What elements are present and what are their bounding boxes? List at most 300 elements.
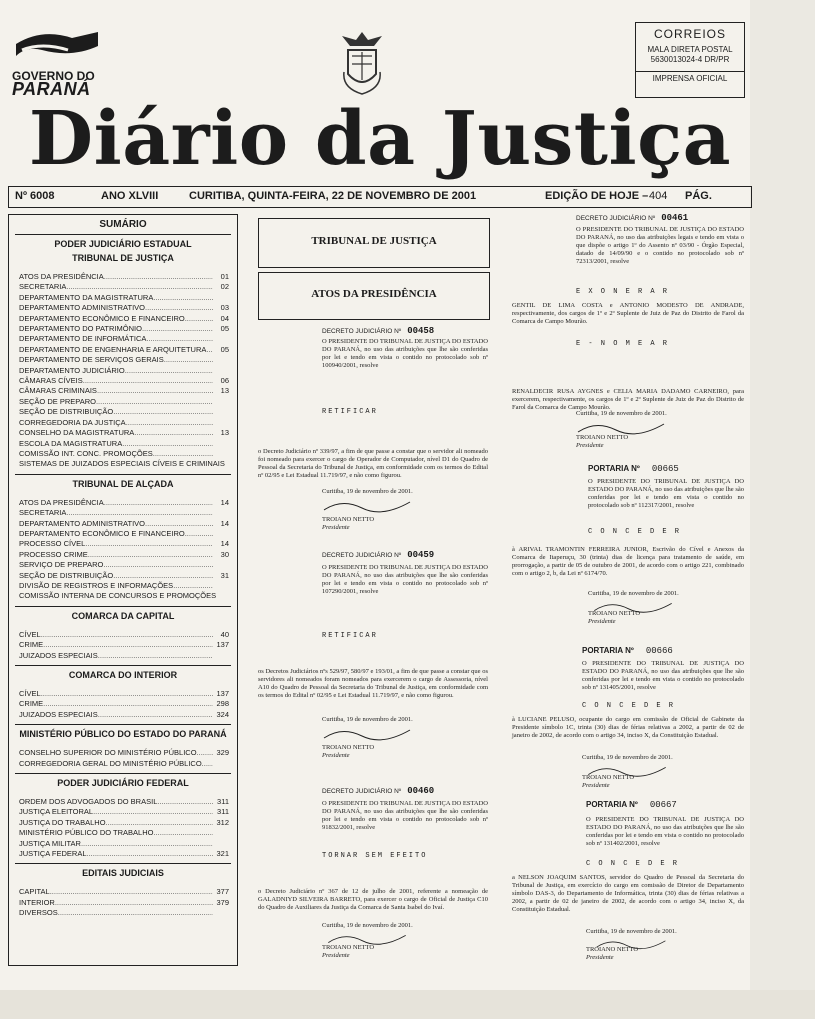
parana-logo-icon <box>12 28 98 68</box>
summary-item-label: DEPARTAMENTO DE ENGENHARIA E ARQUITETURA <box>19 344 207 354</box>
portaria-body: à ARIVAL TRAMONTIN FERREIRA JUNIOR, Escrivão do Cível e Anexos da Comarca de Itaperuçu, 30 (trinta) dias de licença para tratamento de saúde, em prorrogação, a partir de 05 de outubro de 2001, de acordo com o artigo 221, combinado com o artigo 2, b, da Lei nº 6174/70. <box>512 546 744 577</box>
signature-block <box>322 488 472 532</box>
summary-heading: EDITAIS JUDICIAIS <box>82 868 164 879</box>
summary-leader-dots <box>157 797 213 807</box>
summary-item-label: DEPARTAMENTO DE SERVIÇOS GERAIS <box>19 355 164 365</box>
correios-line1: MALA DIRETA POSTAL <box>647 45 733 54</box>
summary-item[interactable] <box>9 449 237 459</box>
summary-leader-dots <box>126 418 213 428</box>
summary-leader-dots <box>66 508 213 518</box>
summary-heading: COMARCA DA CAPITAL <box>71 610 175 621</box>
summary-item-page <box>225 459 241 469</box>
decree-label: DECRETO JUDICIÁRIO Nº <box>322 328 402 335</box>
summary-leader-dots <box>98 710 213 720</box>
issue-place-date: CURITIBA, QUINTA-FEIRA, 22 DE NOVEMBRO DE 2001 <box>189 190 477 202</box>
summary-divider <box>15 724 231 725</box>
summary-item-label: ESCOLA DA MAGISTRATURA <box>19 438 123 448</box>
summary-leader-dots <box>153 828 213 838</box>
summary-item-label: SECRETARIA <box>19 282 67 292</box>
section-label: C O N C E D E R <box>588 528 682 536</box>
summary-item-label: CÂMARAS CÍVEIS <box>19 376 83 386</box>
issue-number: Nº 6008 <box>15 190 55 202</box>
summary-item[interactable] <box>9 807 237 817</box>
decree-label: DECRETO JUDICIÁRIO Nº <box>576 215 656 222</box>
summary-item-label: DEPARTAMENTO ECONÔMICO E FINANCEIRO <box>19 528 185 538</box>
decree-heading <box>322 550 434 560</box>
signer-title: Presidente <box>588 618 616 625</box>
summary-item-label: CONSELHO SUPERIOR DO MINISTÉRIO PÚBLICO <box>19 748 197 758</box>
summary-item[interactable] <box>9 539 237 549</box>
summary-item-page: 14 <box>220 497 229 507</box>
edition-label: EDIÇÃO DE HOJE – <box>545 190 649 202</box>
signer-name: TROIANO NETTO <box>576 434 629 441</box>
summary-item[interactable] <box>9 418 237 428</box>
issue-bar <box>8 186 752 208</box>
decree-heading <box>322 326 434 336</box>
summary-item-page: 13 <box>220 428 229 438</box>
summary-item-page: 05 <box>220 344 229 354</box>
signature-block <box>576 410 726 450</box>
summary-heading: TRIBUNAL DE ALÇADA <box>72 478 174 489</box>
summary-leader-dots <box>134 428 213 438</box>
summary-item[interactable] <box>9 376 237 386</box>
signer-title: Presidente <box>586 954 614 961</box>
summary-item-label: INTERIOR <box>19 897 55 907</box>
summary-item-label: JUSTIÇA FEDERAL <box>19 849 87 859</box>
summary-leader-dots <box>43 640 213 650</box>
summary-leader-dots <box>125 366 213 376</box>
summary-leader-dots <box>197 748 213 758</box>
portaria-label: PORTARIA Nº <box>588 464 640 473</box>
summary-item[interactable] <box>9 849 237 859</box>
summary-divider <box>15 665 231 666</box>
summary-item-page <box>213 418 229 428</box>
summary-item-page: 137 <box>216 689 229 698</box>
summary-divider <box>15 474 231 475</box>
page-margin-bottom <box>0 990 815 1019</box>
summary-item-page <box>213 759 229 769</box>
summary-item-page: 40 <box>220 629 229 639</box>
summary-item[interactable] <box>9 630 237 640</box>
summary-item[interactable] <box>9 640 237 650</box>
signer-name: TROIANO NETTO <box>322 516 375 523</box>
summary-item-page: 137 <box>216 640 229 650</box>
summary-item-page: 30 <box>220 549 229 559</box>
summary-item-label: DIVISÃO DE REGISTROS E INFORMAÇÕES <box>19 580 174 590</box>
summary-item[interactable] <box>9 839 237 849</box>
summary-leader-dots <box>83 376 213 386</box>
signature-date: Curitiba, 19 de novembro de 2001. <box>576 410 667 417</box>
summary-item-page <box>213 651 229 661</box>
summary-leader-dots <box>164 355 213 365</box>
portaria-heading <box>582 646 673 656</box>
summary-leader-dots <box>153 293 213 303</box>
summary-item[interactable] <box>9 314 237 324</box>
decree-number: 00460 <box>407 786 435 796</box>
portaria-label: PORTARIA Nº <box>582 646 634 655</box>
summary-heading: COMARCA DO INTERIOR <box>68 670 178 680</box>
summary-leader-dots <box>43 699 213 709</box>
signature-block <box>322 716 472 760</box>
summary-item-label: CAPITAL <box>19 887 50 897</box>
summary-item[interactable] <box>9 529 237 539</box>
signature-icon <box>588 598 678 616</box>
portaria-number: 00665 <box>651 464 679 474</box>
signer-name: TROIANO NETTO <box>586 946 639 953</box>
summary-item-page <box>213 439 229 449</box>
signature-block <box>586 928 736 962</box>
summary-item-label: PROCESSO CÍVEL <box>19 539 86 549</box>
state-crest-icon <box>338 28 386 98</box>
decree-number: 00461 <box>661 213 689 223</box>
summary-item-page: 329 <box>216 748 229 758</box>
summary-item[interactable] <box>9 272 237 282</box>
signature-date: Curitiba, 19 de novembro de 2001. <box>322 488 413 495</box>
summary-item-page <box>213 355 229 365</box>
section-label: C O N C E D E R <box>582 702 676 710</box>
summary-item[interactable] <box>9 581 237 591</box>
summary-item[interactable] <box>9 366 237 376</box>
summary-leader-dots <box>145 519 213 529</box>
summary-leader-dots <box>113 407 213 417</box>
summary-item-page: 13 <box>220 386 229 396</box>
decree-body: RENALDECIR RUSA AYGNES e CELIA MARIA DADAMO CARNEIRO, para exercerem, respectivamente, os cargos de 1º e 2º Suplente de Juiz de Paz do Distrito de Farol da Comarca de Campo Mourão. <box>512 388 744 411</box>
summary-leader-dots <box>97 386 213 396</box>
summary-item-label: SERVIÇO DE PREPARO <box>19 560 104 570</box>
summary-item-page: 14 <box>220 518 229 528</box>
page-count: 404 <box>649 190 668 202</box>
decree-text: O PRESIDENTE DO TRIBUNAL DE JUSTIÇA DO ESTADO DO PARANÁ, no uso das atribuições que lhe são conferidas por lei e tendo em vista o contido no protocolado sob nº 107290/2001, resolve <box>322 564 488 595</box>
summary-item-label: PROCESSO CRIME <box>19 549 88 559</box>
summary-item-page: 06 <box>220 376 229 386</box>
summary-item-page <box>213 828 229 838</box>
signer-name: TROIANO NETTO <box>322 944 375 951</box>
summary-item-label: CÍVEL <box>19 689 41 698</box>
summary-item-label: CÂMARAS CRIMINAIS <box>19 386 97 396</box>
decree-text: O PRESIDENTE DO TRIBUNAL DE JUSTIÇA DO ESTADO DO PARANÁ, no uso das atribuições que lhe são conferidas por lei e tendo em vista o contido no protocolado sob nº 91832/2001, resolve <box>322 800 488 831</box>
decree-heading <box>576 213 688 223</box>
summary-item[interactable] <box>9 818 237 828</box>
signature-icon <box>576 418 666 438</box>
section-label: RETIFICAR <box>322 408 378 416</box>
summary-panel <box>8 214 238 966</box>
decree-text: O PRESIDENTE DO TRIBUNAL DE JUSTIÇA DO ESTADO DO PARANÁ, no uso das atribuições que lhe são conferidas por lei e tendo em vista o contido no protocolado sob nº 100940/2001, resolve <box>322 338 488 369</box>
summary-leader-dots <box>50 887 213 897</box>
summary-item[interactable] <box>9 293 237 303</box>
summary-leader-dots <box>142 324 213 334</box>
summary-item-label: DEPARTAMENTO DA MAGISTRATURA <box>19 292 154 302</box>
summary-leader-dots <box>96 397 213 407</box>
summary-item-page: 01 <box>220 272 229 281</box>
signature-block <box>588 590 738 626</box>
summary-item[interactable] <box>9 303 237 313</box>
summary-item-label: MINISTÉRIO PÚBLICO DO TRABALHO <box>19 828 154 838</box>
summary-item-label: CRIME <box>19 699 44 709</box>
summary-item-label: CÍVEL <box>19 629 41 639</box>
summary-heading: PODER JUDICIÁRIO FEDERAL <box>57 778 189 789</box>
masthead-title: Diário da Justiça <box>28 96 732 182</box>
summary-item-page: 379 <box>216 897 229 907</box>
portaria-body: a NELSON JOAQUIM SANTOS, servidor do Quadro de Pessoal da Secretaria do Tribunal de Justiça, em exercício do cargo em comissão de Diretor de Departamento símbolo DAS-3, do Departamento de Informática, trinta (30) dias de férias relativas a 2002, a partir de 02 de janeiro de 2002, de acordo com o artigo 34, inciso X, da Constituição Estadual. <box>512 874 744 913</box>
summary-item-label: JUSTIÇA MILITAR <box>19 838 81 848</box>
portaria-label: PORTARIA Nº <box>586 800 638 809</box>
summary-item[interactable] <box>9 689 237 699</box>
summary-item[interactable] <box>9 459 237 469</box>
summary-leader-dots <box>146 334 213 344</box>
summary-item-page <box>213 407 229 417</box>
summary-item-page: 05 <box>220 324 229 334</box>
signer-title: Presidente <box>322 524 350 531</box>
section-label: RETIFICAR <box>322 632 378 640</box>
summary-item-label: JUSTIÇA DO TRABALHO <box>19 817 106 827</box>
summary-item-page <box>213 560 229 570</box>
summary-item[interactable] <box>9 887 237 897</box>
summary-item-page: 324 <box>216 709 229 719</box>
portaria-text: O PRESIDENTE DO TRIBUNAL DE JUSTIÇA DO ESTADO DO PARANÁ, no uso das atribuições que lhe são conferidas por lei e tendo em vista o contido no protocolado sob nº 112317/2001, resolve <box>588 478 744 509</box>
summary-item-label: COMISSÃO INT. CONC. PROMOÇÕES <box>19 448 153 458</box>
summary-divider <box>15 606 231 607</box>
decree-number: 00459 <box>407 550 435 560</box>
signature-date: Curitiba, 19 de novembro de 2001. <box>586 928 677 935</box>
correios-title: CORREIOS <box>653 27 726 41</box>
signer-name: TROIANO NETTO <box>588 610 641 617</box>
signer-title: Presidente <box>576 442 604 449</box>
summary-item[interactable] <box>9 828 237 838</box>
summary-item[interactable] <box>9 282 237 292</box>
signature-date: Curitiba, 19 de novembro de 2001. <box>588 590 679 597</box>
summary-item-page <box>213 366 229 376</box>
summary-leader-dots <box>98 651 213 661</box>
summary-item-label: DEPARTAMENTO ADMINISTRATIVO <box>19 303 145 313</box>
summary-item-page: 31 <box>220 570 229 580</box>
summary-item-label: CORREGEDORIA DA JUSTIÇA <box>19 417 126 427</box>
summary-item-page <box>216 591 232 601</box>
signature-date: Curitiba, 19 de novembro de 2001. <box>582 754 673 761</box>
summary-item[interactable] <box>9 699 237 709</box>
summary-divider <box>15 773 231 774</box>
portaria-text: O PRESIDENTE DO TRIBUNAL DE JUSTIÇA DO ESTADO DO PARANÁ, no uso das atribuições que lhe são conferidas por lei e tendo em vista o contido no protocolado sob nº 131405/2001, resolve <box>582 660 744 691</box>
portaria-number: 00666 <box>645 646 673 656</box>
summary-item-page: 04 <box>220 313 229 323</box>
decree-heading <box>322 786 434 796</box>
summary-item-page <box>213 293 229 303</box>
summary-leader-dots <box>87 849 213 859</box>
summary-leader-dots <box>55 898 213 908</box>
section-label: TORNAR SEM EFEITO <box>322 852 428 860</box>
summary-leader-dots <box>58 908 213 918</box>
summary-heading: PODER JUDICIÁRIO ESTADUAL <box>54 239 192 249</box>
summary-item-page <box>213 529 229 539</box>
signature-date: Curitiba, 19 de novembro de 2001. <box>322 716 413 723</box>
signature-icon <box>322 496 412 516</box>
summary-leader-dots <box>206 345 213 355</box>
summary-leader-dots <box>153 449 213 459</box>
summary-heading: MINISTÉRIO PÚBLICO DO ESTADO DO PARANÁ <box>19 729 227 740</box>
decree-label: DECRETO JUDICIÁRIO Nº <box>322 552 402 559</box>
summary-leader-dots <box>85 539 213 549</box>
summary-leader-dots <box>41 630 213 640</box>
summary-item[interactable] <box>9 334 237 344</box>
summary-item-page <box>213 508 229 518</box>
postal-stamp <box>635 22 745 98</box>
summary-item[interactable] <box>9 898 237 908</box>
summary-item-page <box>213 449 229 459</box>
summary-item-label: CORREGEDORIA GERAL DO MINISTÉRIO PÚBLICO <box>19 758 202 768</box>
summary-item[interactable] <box>9 428 237 438</box>
summary-item-label: DEPARTAMENTO DE INFORMÁTICA <box>19 334 147 344</box>
summary-leader-dots <box>185 529 213 539</box>
signature-icon <box>582 762 672 780</box>
summary-body <box>9 239 237 919</box>
signer-title: Presidente <box>582 782 610 789</box>
summary-item[interactable] <box>9 759 237 769</box>
summary-leader-dots <box>104 498 213 508</box>
summary-item-label: JUIZADOS ESPECIAIS <box>19 709 98 719</box>
summary-subheading: TRIBUNAL DE JUSTIÇA <box>72 253 174 263</box>
summary-leader-dots <box>122 439 213 449</box>
summary-item[interactable] <box>9 797 237 807</box>
summary-item-page: 03 <box>220 303 229 313</box>
summary-item-label: DEPARTAMENTO ECONÔMICO E FINANCEIRO <box>19 313 185 323</box>
signer-title: Presidente <box>322 752 350 759</box>
summary-item-page: 02 <box>220 282 229 292</box>
summary-leader-dots <box>104 272 213 282</box>
summary-item-label: COMISSÃO INTERNA DE CONCURSOS E PROMOÇÕES <box>19 591 217 601</box>
summary-item-page: 312 <box>216 817 229 827</box>
summary-item-label: ORDEM DOS ADVOGADOS DO BRASIL <box>19 797 158 807</box>
government-name <box>12 69 95 99</box>
section-label: E - N O M E A R <box>576 340 670 348</box>
portaria-body: à LUCIANE PELUSO, ocupante do cargo em comissão de Oficial de Gabinete da Presidente símbolo 1C, trinta (30) dias de férias relativas a 2002, a partir de 02 de janeiro de 2002, de acordo com o artigo 34, inciso X, da Constituição Estadual. <box>512 716 744 739</box>
signature-block <box>582 754 732 790</box>
summary-item[interactable] <box>9 651 237 661</box>
summary-item[interactable] <box>9 748 237 758</box>
summary-item[interactable] <box>9 519 237 529</box>
decree-label: DECRETO JUDICIÁRIO Nº <box>322 788 402 795</box>
summary-leader-dots <box>113 571 213 581</box>
summary-item-page: 321 <box>216 849 229 859</box>
decree-text: O PRESIDENTE DO TRIBUNAL DE JUSTIÇA DO ESTADO DO PARANÁ, no uso das atribuições legais e tendo em vista o que dispõe o artigo 1º do Assento nº 03/90 - Órgão Especial, datado de 14/09/90 e o contido no protocolado sob nº 72313/2001, resolve <box>576 226 744 265</box>
summary-item[interactable] <box>9 508 237 518</box>
summary-divider <box>15 863 231 864</box>
signer-name: TROIANO NETTO <box>322 744 375 751</box>
summary-leader-dots <box>81 839 213 849</box>
summary-item-label: JUIZADOS ESPECIAIS <box>19 650 98 660</box>
portaria-text: O PRESIDENTE DO TRIBUNAL DE JUSTIÇA DO ESTADO DO PARANÁ, no uso das atribuições que lhe são conferidas por lei e tendo em vista o contido no protocolado sob nº 131402/2001, resolve <box>586 816 744 847</box>
summary-item-label: SEÇÃO DE DISTRIBUIÇÃO <box>19 570 114 580</box>
summary-item-page <box>213 397 229 407</box>
summary-item[interactable] <box>9 710 237 720</box>
gov-line2: PARANÁ <box>12 79 91 99</box>
portaria-number: 00667 <box>649 800 677 810</box>
gov-line1: GOVERNO DO <box>12 69 95 83</box>
summary-item-page: 14 <box>220 539 229 549</box>
summary-item-label: DIVERSOS <box>19 908 58 918</box>
decree-body: GENTIL DE LIMA COSTA e ANTONIO MODESTO DE ANDRADE, respectivamente, dos cargos de 1º e 2º Suplente de Juiz de Paz do Distrito de Farol da Comarca de Campo Mourão. <box>512 302 744 325</box>
summary-item-page: 311 <box>217 807 229 817</box>
summary-item-label: SEÇÃO DE DISTRIBUIÇÃO <box>19 407 114 417</box>
summary-leader-dots <box>66 282 213 292</box>
summary-item[interactable] <box>9 397 237 407</box>
portaria-heading <box>588 464 679 474</box>
summary-item-label: DEPARTAMENTO JUDICIÁRIO <box>19 365 125 375</box>
summary-item-label: DEPARTAMENTO DO PATRIMÔNIO <box>19 324 142 334</box>
summary-item-page <box>213 908 229 918</box>
signature-date: Curitiba, 19 de novembro de 2001. <box>322 922 413 929</box>
summary-item[interactable] <box>9 439 237 449</box>
summary-item[interactable] <box>9 407 237 417</box>
section-label: E X O N E R A R <box>576 288 670 296</box>
summary-item-page: 377 <box>216 887 229 897</box>
summary-item-label: SISTEMAS DE JUIZADOS ESPECIAIS CÍVEIS E CRIMINAIS <box>19 459 225 469</box>
summary-leader-dots <box>93 807 213 817</box>
summary-leader-dots <box>103 560 213 570</box>
signature-icon <box>322 724 412 744</box>
summary-item-label: SEÇÃO DE PREPARO <box>19 396 96 406</box>
signature-block <box>322 922 472 960</box>
section-box-tribunal: TRIBUNAL DE JUSTIÇA <box>258 218 490 268</box>
decree-number: 00458 <box>407 326 435 336</box>
summary-item-page <box>213 581 229 591</box>
summary-item-label: ATOS DA PRESIDÊNCIA <box>19 497 104 507</box>
summary-item[interactable] <box>9 498 237 508</box>
summary-leader-dots <box>41 689 213 699</box>
summary-leader-dots <box>185 314 213 324</box>
signer-title: Presidente <box>322 952 350 959</box>
summary-item[interactable] <box>9 355 237 365</box>
summary-item[interactable] <box>9 591 237 601</box>
section-box-atos: ATOS DA PRESIDÊNCIA <box>258 272 490 320</box>
page-margin-right <box>750 0 815 1019</box>
decree-body: o Decreto Judiciário nº 339/97, a fim de que passe a constar que o servidor ali nomeado foi nomeado para exercer o cargo de Operador de Computador, nível D1 do Quadro de Pessoal da Secretaria do Tribunal de Justiça, em conformidade com os termos do Edital nº 02/95 e Lei Estadual 11.719/97, e não como figurou. <box>258 448 488 479</box>
summary-leader-dots <box>145 303 213 313</box>
summary-item-page <box>213 839 229 849</box>
summary-item-page: 298 <box>216 699 229 709</box>
summary-item-label: JUSTIÇA ELEITORAL <box>19 807 94 817</box>
summary-leader-dots <box>202 759 213 769</box>
summary-leader-dots <box>88 550 213 560</box>
summary-item[interactable] <box>9 324 237 334</box>
correios-line2: 5630013024-4 DR/PR <box>650 55 730 64</box>
summary-item[interactable] <box>9 571 237 581</box>
signature-icon <box>586 936 676 952</box>
summary-leader-dots <box>106 818 213 828</box>
signature-icon <box>322 930 412 948</box>
summary-item-label: DEPARTAMENTO ADMINISTRATIVO <box>19 518 145 528</box>
summary-item-page <box>213 334 229 344</box>
signer-name: TROIANO NETTO <box>582 774 635 781</box>
section-label: C O N C E D E R <box>586 860 680 868</box>
summary-item-label: CONSELHO DA MAGISTRATURA <box>19 428 135 438</box>
summary-item[interactable] <box>9 908 237 918</box>
summary-item-page: 311 <box>217 797 229 807</box>
portaria-heading <box>586 800 677 810</box>
summary-item-label: ATOS DA PRESIDÊNCIA <box>19 272 104 281</box>
decree-body: o Decreto Judiciário nº 367 de 12 de julho de 2001, referente a nomeação de GALADNIYD SILVEIRA BARRETO, para exercer o cargo de Oficial de Justiça C10 do Quadro de Auxiliares da Justiça da Comarca de Santa Isabel do Ivaí. <box>258 888 488 911</box>
summary-item[interactable] <box>9 386 237 396</box>
summary-leader-dots <box>173 581 213 591</box>
summary-item[interactable] <box>9 550 237 560</box>
summary-item-label: CRIME <box>19 640 44 650</box>
issue-year: ANO XLVIII <box>101 190 159 202</box>
decree-body: os Decretos Judiciários nºs 529/97, 580/97 e 193/01, a fim de que passe a constar que os servidores ali nomeados foram nomeados para exercerem o cargo de Assessoria, nível A10 do Quadro de Pessoal da Secretaria do Tribunal de Justiça, em conformidade com os termos do Edital nº 02/95 e Lei Estadual 11.719/97, e não como figurou. <box>258 668 488 699</box>
summary-item[interactable] <box>9 345 237 355</box>
correios-line3: IMPRENSA OFICIAL <box>636 71 744 83</box>
summary-item-label: SECRETARIA <box>19 508 67 518</box>
summary-title: SUMÁRIO <box>99 219 147 230</box>
page-count-label: PÁG. <box>685 190 712 202</box>
summary-item[interactable] <box>9 560 237 570</box>
